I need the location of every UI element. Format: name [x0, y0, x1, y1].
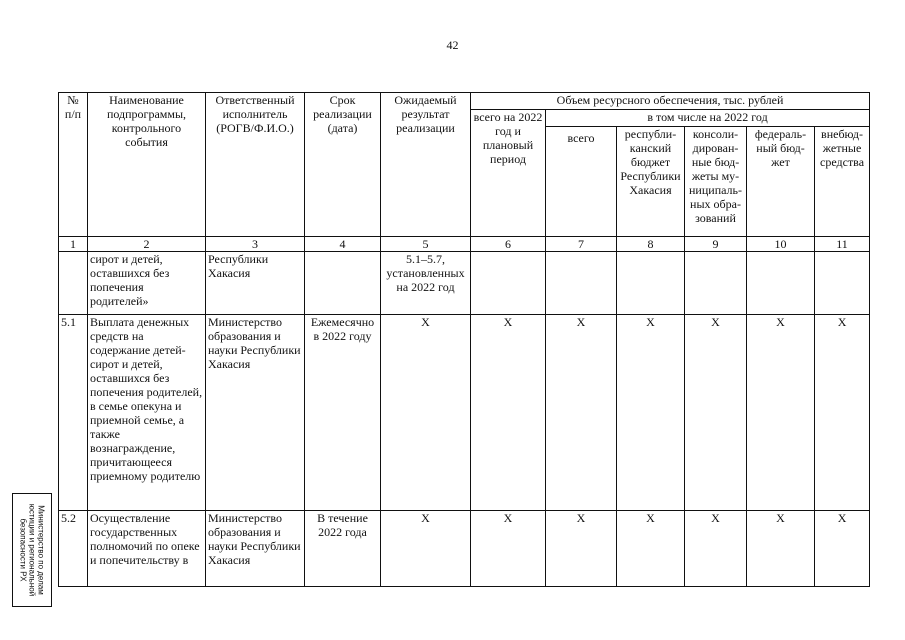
header-volume: Объем ресурсного обеспечения, тыс. рублей — [471, 93, 870, 110]
header-result: Ожидаемый результат реализации — [381, 93, 471, 237]
row-executor: Республики Хакасия — [206, 252, 305, 315]
row-value: Х — [815, 315, 870, 511]
row-executor: Министерство образования и науки Республики Хакасия — [206, 315, 305, 511]
table-row — [59, 315, 870, 511]
row-value — [747, 252, 815, 315]
row-value — [471, 252, 546, 315]
column-number: 6 — [471, 237, 546, 252]
header-federal-budget: федераль-ный бюд-жет — [747, 127, 815, 237]
row-name: Осуществление государственных полномочий по опеке и попечительству в — [88, 511, 206, 587]
row-value: Х — [685, 511, 747, 587]
row-value — [617, 252, 685, 315]
row-value: Х — [546, 511, 617, 587]
stamp-line: безопасности РХ — [18, 518, 28, 582]
header-total-period: всего на 2022 год и плановый период — [471, 110, 546, 237]
column-number: 4 — [305, 237, 381, 252]
row-term — [305, 252, 381, 315]
ministry-stamp — [12, 493, 52, 607]
row-term: В течение 2022 года — [305, 511, 381, 587]
column-number: 2 — [88, 237, 206, 252]
resource-table — [58, 92, 870, 587]
column-number: 3 — [206, 237, 305, 252]
header-all: всего — [546, 127, 617, 237]
table-row — [59, 511, 870, 587]
header-name: Наименование подпрограммы, контрольного события — [88, 93, 206, 237]
row-num: 5.1 — [59, 315, 88, 511]
row-executor: Министерство образования и науки Республики Хакасия — [206, 511, 305, 587]
header-republic-budget: республи-канский бюджет Республики Хакасия — [617, 127, 685, 237]
row-value: Х — [471, 315, 546, 511]
row-value: Х — [685, 315, 747, 511]
header-num: № п/п — [59, 93, 88, 237]
row-result: Х — [381, 315, 471, 511]
header-executor: Ответственный исполнитель (РОГВ/Ф.И.О.) — [206, 93, 305, 237]
row-value — [546, 252, 617, 315]
row-value: Х — [617, 511, 685, 587]
column-number: 11 — [815, 237, 870, 252]
stamp-text — [19, 496, 46, 604]
stamp-line: Министерство по делам — [36, 505, 46, 595]
row-value: Х — [815, 511, 870, 587]
row-num — [59, 252, 88, 315]
row-name: сирот и детей, оставшихся без попечения родителей» — [88, 252, 206, 315]
row-value: Х — [546, 315, 617, 511]
row-term: Ежемесячно в 2022 году — [305, 315, 381, 511]
column-number: 5 — [381, 237, 471, 252]
row-value — [685, 252, 747, 315]
row-value: Х — [747, 511, 815, 587]
column-number: 9 — [685, 237, 747, 252]
row-result: Х — [381, 511, 471, 587]
table-row — [59, 252, 870, 315]
header-term: Срок реализации (дата) — [305, 93, 381, 237]
row-value: Х — [471, 511, 546, 587]
column-number: 1 — [59, 237, 88, 252]
row-name: Выплата денежных средств на содержание детей-сирот и детей, оставшихся без попечения родителей, в семье опекуна и приемной семье, а также вознаграждение, причитающееся приемному родителю — [88, 315, 206, 511]
header-municipal-budgets: консоли-дирован-ные бюд-жеты му-ниципаль-ных обра-зований — [685, 127, 747, 237]
stamp-line: юстиции и региональной — [27, 503, 37, 597]
row-value — [815, 252, 870, 315]
row-result: 5.1–5.7, установленных на 2022 год — [381, 252, 471, 315]
column-number: 7 — [546, 237, 617, 252]
header-including: в том числе на 2022 год — [546, 110, 870, 127]
column-number: 10 — [747, 237, 815, 252]
row-num: 5.2 — [59, 511, 88, 587]
row-value: Х — [617, 315, 685, 511]
page-number: 42 — [446, 38, 459, 52]
row-value: Х — [747, 315, 815, 511]
header-extrabudgetary: внебюд-жетные средства — [815, 127, 870, 237]
column-number: 8 — [617, 237, 685, 252]
